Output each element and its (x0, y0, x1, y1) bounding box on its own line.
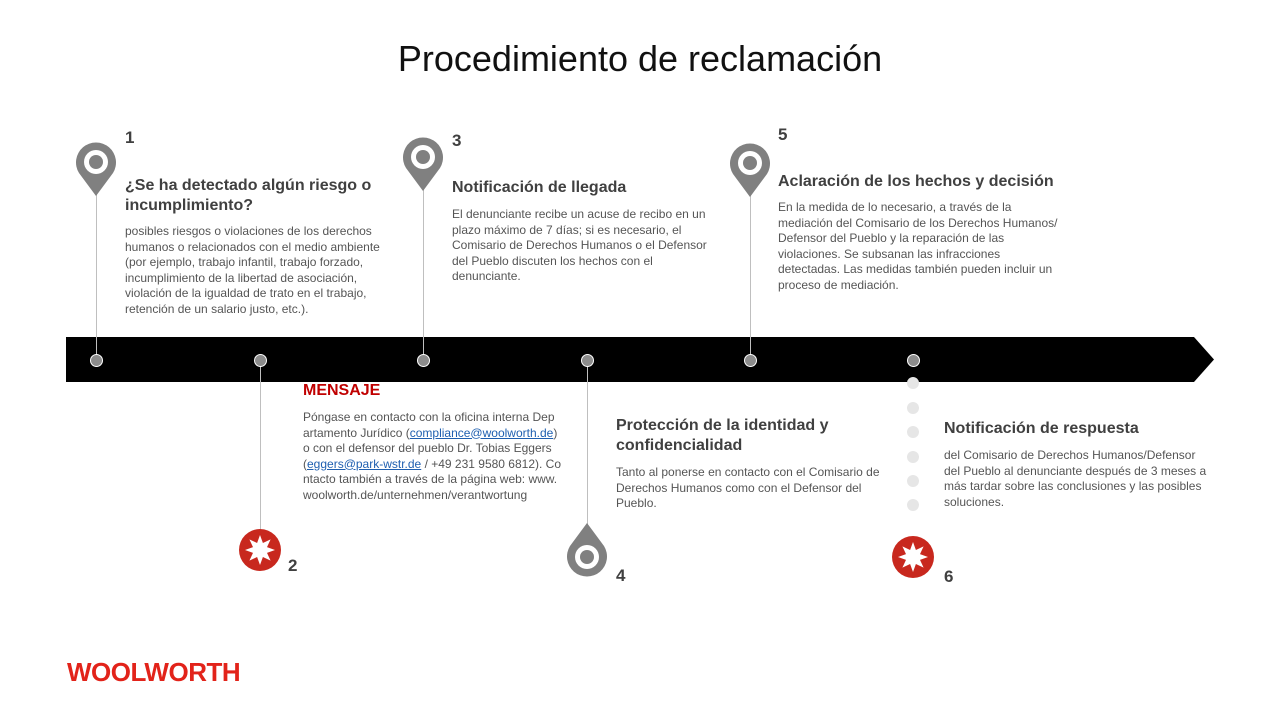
step-number-5: 5 (778, 125, 788, 144)
step-text-5: En la medida de lo necesario, a través de la mediación del Comisario de los Derechos Humanos/ Defensor del Pueblo y la reparación de las violaciones. Se subsanan las infracciones detectadas. Las medidas también pueden incluir un proceso de mediación. (778, 200, 1058, 292)
timeline-arrow (66, 337, 1216, 383)
step-heading-4: Protección de la identidad y confidencialidad (616, 417, 829, 454)
connector-line-1 (96, 190, 97, 360)
ombudsman-email-link[interactable]: eggers@park-wstr.de (307, 456, 422, 471)
dotted-connector-dot (907, 377, 919, 389)
location-pin-icon (728, 142, 772, 198)
step-text-2-part: ) o con el defensor del pueblo Dr. Tobias Eggers ( (303, 425, 558, 471)
dotted-connector-dot (907, 451, 919, 463)
connector-line-5 (750, 192, 751, 360)
alert-burst-icon (238, 528, 282, 572)
step-number-1: 1 (125, 128, 135, 147)
step-number-3: 3 (452, 131, 462, 150)
step-number-4: 4 (616, 566, 626, 585)
step-text-2-part: / +49 231 9580 6812). Contacto también a través de la página web: www.woolworth.de/unternehmen/verantwortung (303, 456, 562, 502)
dotted-connector-dot (907, 475, 919, 487)
step-text-1: posibles riesgos o violaciones de los derechos humanos o relacionados con el medio ambiente (por ejemplo, trabajo infantil, trabajo forzado, incumplimiento de la libertad de asociación, violación de la igualdad de trato en el trabajo, retención de un salario justo, etc.). (125, 224, 380, 316)
step-heading-3: Notificación de llegada (452, 179, 627, 196)
connector-line-4 (587, 360, 588, 525)
step-heading-1: ¿Se ha detectado algún riesgo o incumplimiento? (125, 177, 372, 214)
step-text-3: El denunciante recibe un acuse de recibo en un plazo máximo de 7 días; si es necesario, el Comisario de Derechos Humanos o el Defensor del Pueblo discuten los hechos con el denunciante. (452, 207, 707, 283)
step-number-2: 2 (288, 556, 298, 575)
page-title: Procedimiento de reclamación (397, 38, 883, 79)
connector-line-2 (260, 360, 261, 532)
timeline-dot-1 (90, 354, 103, 367)
connector-line-3 (423, 185, 424, 360)
dotted-connector-dot (907, 499, 919, 511)
step-text-2-part: Póngase en contacto con la oficina interna Departamento Jurídico ( (303, 410, 555, 440)
location-pin-icon (565, 522, 609, 578)
compliance-email-link[interactable]: compliance@woolworth.de (409, 425, 554, 440)
timeline-dot-3 (417, 354, 430, 367)
timeline-dot-6 (907, 354, 920, 367)
timeline-dot-2 (254, 354, 267, 367)
location-pin-icon (74, 141, 118, 197)
step-text-2 (303, 410, 561, 503)
step-text-6: del Comisario de Derechos Humanos/Defensor del Pueblo al denunciante después de 3 meses a más tardar sobre las conclusiones y las posibles soluciones. (944, 448, 1207, 509)
woolworth-logo: WOOLWORTH (67, 657, 241, 687)
step-heading-5: Aclaración de los hechos y decisión (778, 173, 1054, 190)
timeline-dot-5 (744, 354, 757, 367)
step-heading-6: Notificación de respuesta (944, 420, 1139, 437)
step-text-4: Tanto al ponerse en contacto con el Comisario de Derechos Humanos como con el Defensor del Pueblo. (616, 465, 880, 510)
location-pin-icon (401, 136, 445, 192)
step-number-6: 6 (944, 567, 954, 586)
dotted-connector-dot (907, 426, 919, 438)
timeline-dot-4 (581, 354, 594, 367)
step-heading-2: MENSAJE (303, 382, 381, 399)
alert-burst-icon (891, 535, 935, 579)
dotted-connector-dot (907, 402, 919, 414)
